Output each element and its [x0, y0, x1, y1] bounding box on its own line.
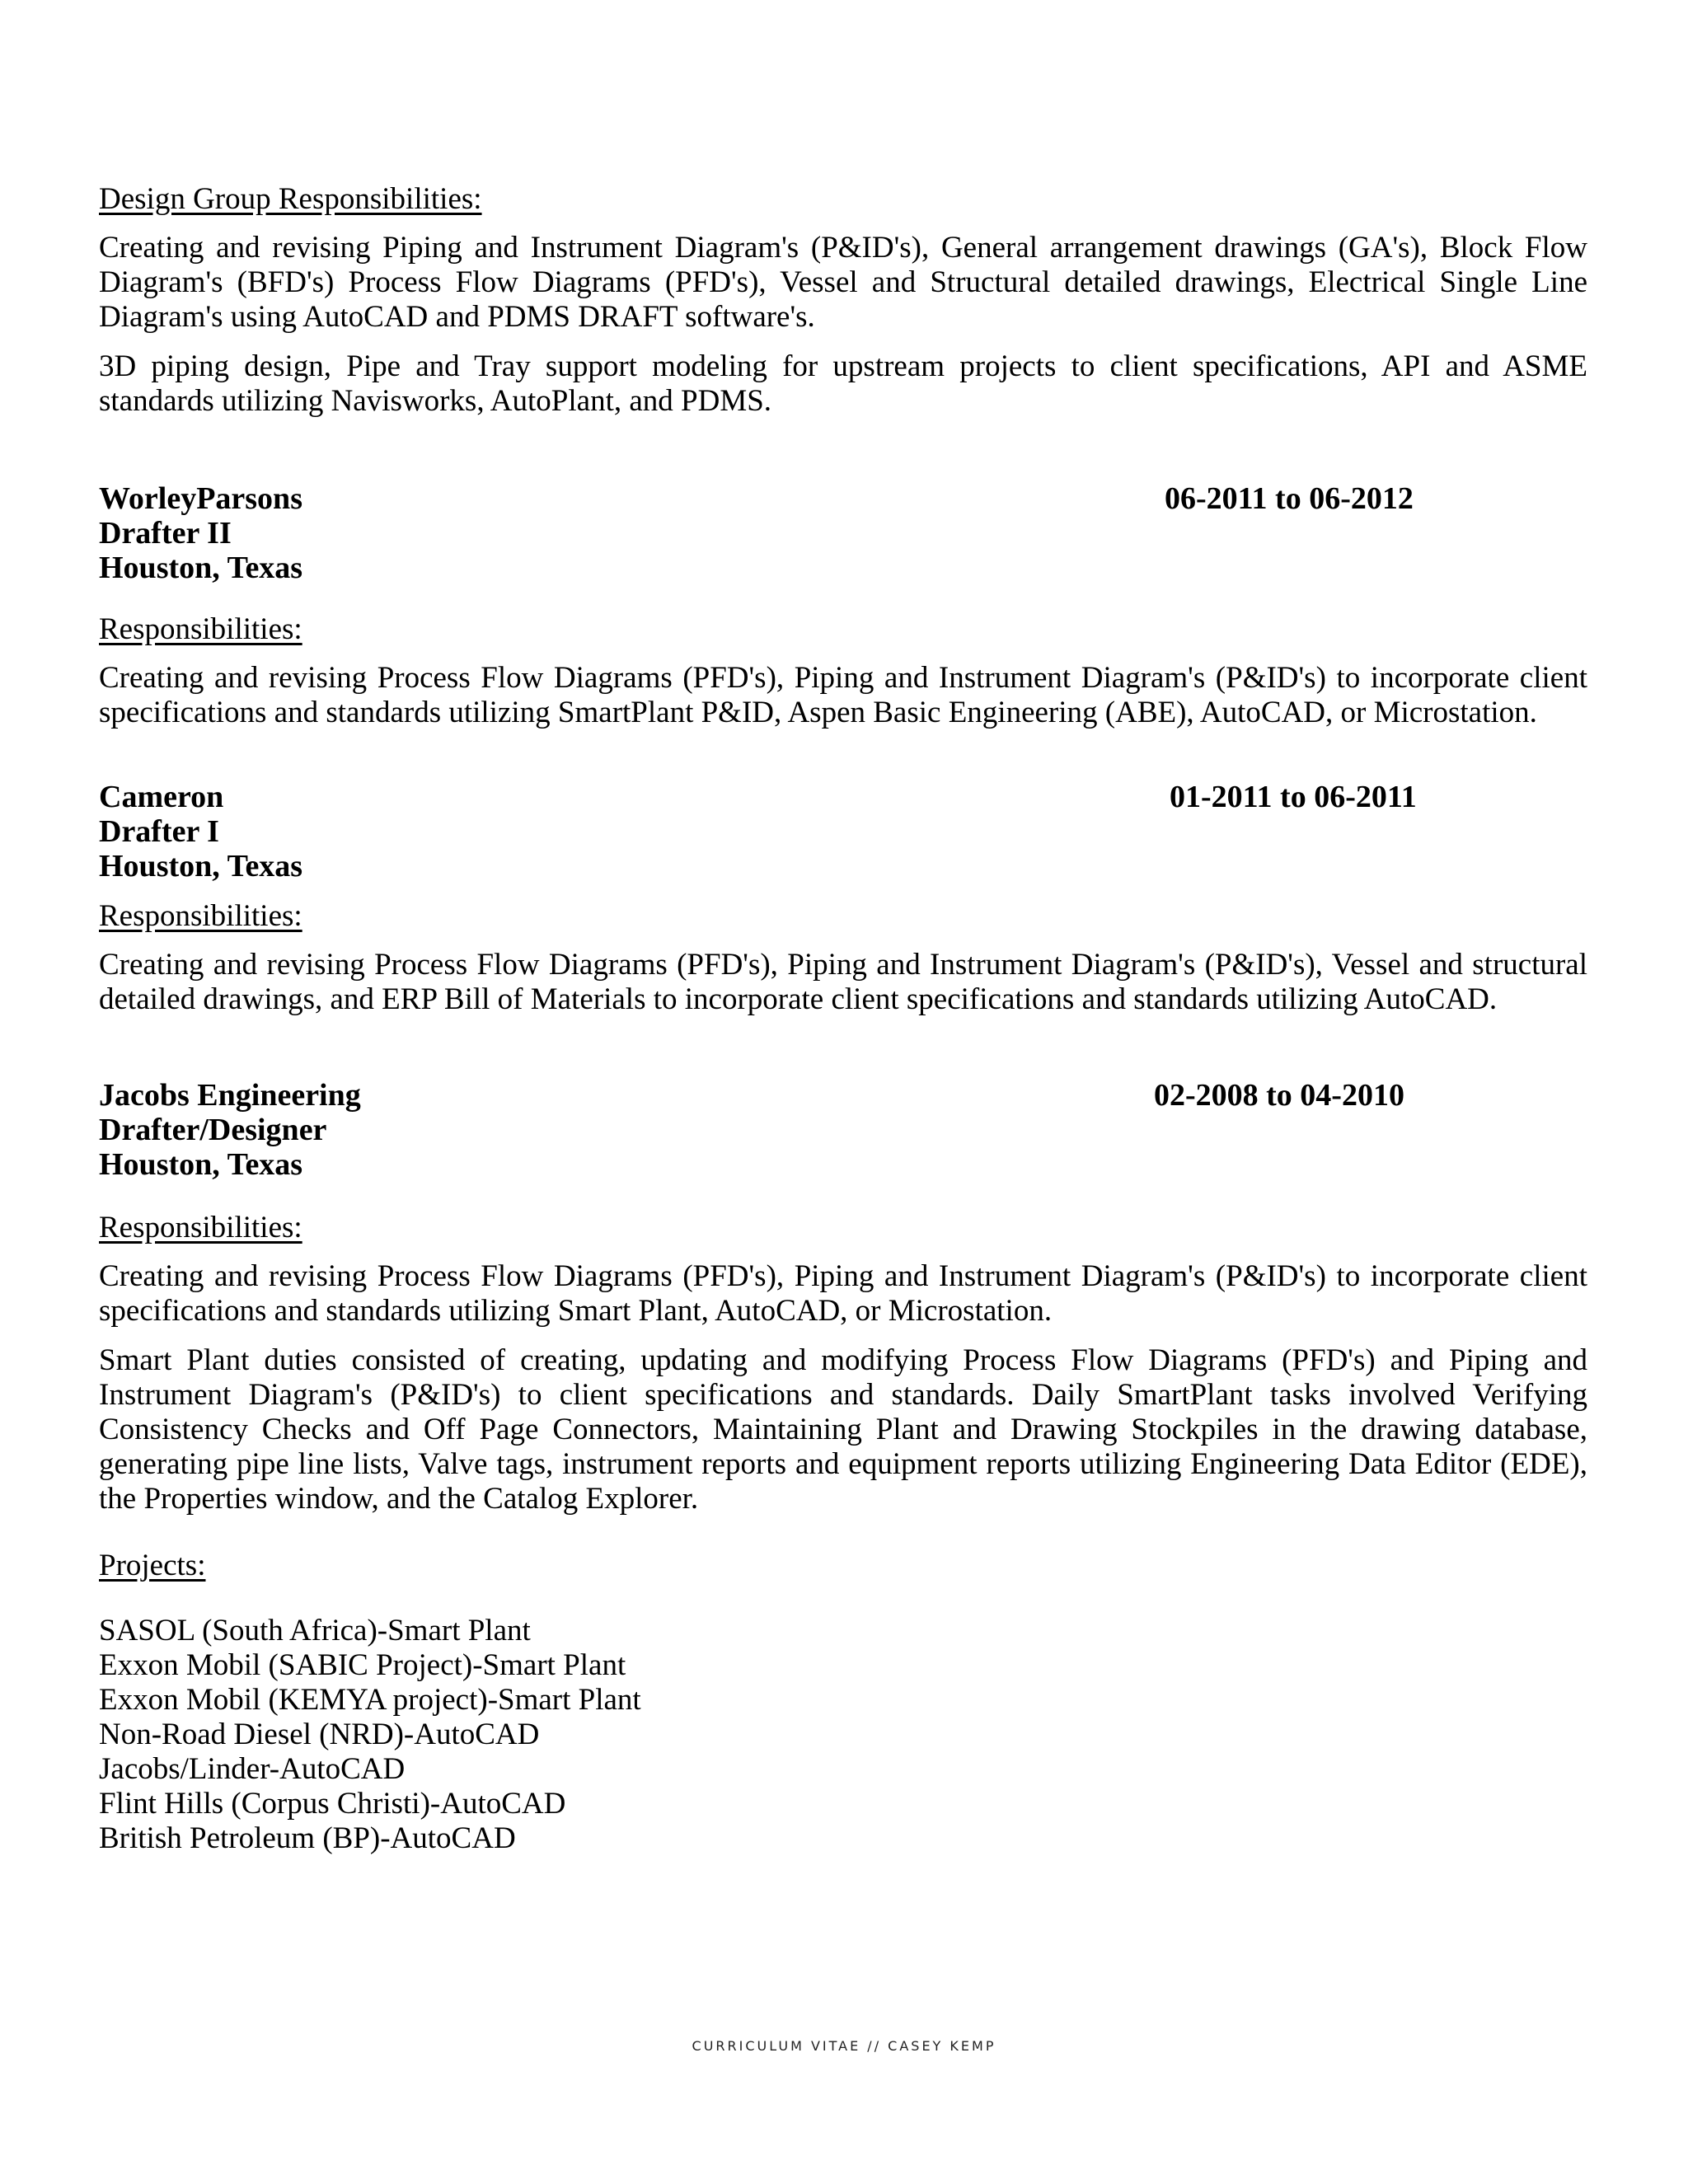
job-dates: 02-2008 to 04-2010: [1154, 1078, 1404, 1113]
job-description: Creating and revising Process Flow Diagrams (PFD's), Piping and Instrument Diagram's (P&ID's) to incorporate client specifications and standards utilizing SmartPlant P&ID, Aspen Basic Engineering (ABE), AutoCAD, or Microstation.: [99, 661, 1587, 729]
project-item: Flint Hills (Corpus Christi)-AutoCAD: [99, 1787, 566, 1821]
responsibilities-heading: Responsibilities:: [99, 612, 302, 646]
job-description: Creating and revising Process Flow Diagrams (PFD's), Piping and Instrument Diagram's (P&ID's), Vessel and structural detailed drawings, and ERP Bill of Materials to incorporate client specifications and standards utilizing AutoCAD.: [99, 948, 1587, 1016]
projects-section: [99, 1548, 1587, 1856]
job-location: Houston, Texas: [99, 1147, 303, 1182]
job-description: Smart Plant duties consisted of creating, updating and modifying Process Flow Diagrams (PFD's) and Piping and Instrument Diagram's (P&ID's) to client specifications and standards. Daily SmartPlant tasks involved Verifying Consistency Checks and Off Page Connectors, Maintaining Plant and Drawing Stockpiles in the drawing database, generating pipe line lists, Valve tags, instrument reports and equipment reports utilizing Engineering Data Editor (EDE), the Properties window, and the Catalog Explorer.: [99, 1343, 1587, 1516]
job-title: Drafter II: [99, 516, 232, 551]
job-company: Jacobs Engineering: [99, 1078, 361, 1113]
job-dates: 01-2011 to 06-2011: [1170, 780, 1417, 814]
responsibilities-heading: Responsibilities:: [99, 899, 302, 933]
page-footer: CURRICULUM VITAE // CASEY KEMP: [692, 2038, 996, 2054]
job-header: [99, 1078, 1587, 1182]
job-title: Drafter I: [99, 814, 219, 849]
job-entry: [99, 1078, 1587, 1516]
projects-list: [99, 1614, 1587, 1856]
responsibilities-heading: Responsibilities:: [99, 1211, 302, 1244]
design-group-heading: Design Group Responsibilities:: [99, 182, 482, 216]
project-item: Jacobs/Linder-AutoCAD: [99, 1752, 406, 1786]
design-group-section: [99, 181, 1587, 419]
job-company: Cameron: [99, 780, 224, 814]
job-header: [99, 780, 1587, 883]
job-location: Houston, Texas: [99, 849, 303, 883]
job-header: [99, 481, 1587, 585]
job-company: WorleyParsons: [99, 481, 302, 516]
project-item: British Petroleum (BP)-AutoCAD: [99, 1821, 516, 1855]
job-description: Creating and revising Process Flow Diagrams (PFD's), Piping and Instrument Diagram's (P&ID's) to incorporate client specifications and standards utilizing Smart Plant, AutoCAD, or Microstation.: [99, 1259, 1587, 1328]
projects-heading: Projects:: [99, 1549, 206, 1582]
project-item: SASOL (South Africa)-Smart Plant: [99, 1614, 531, 1647]
project-item: Non-Road Diesel (NRD)-AutoCAD: [99, 1718, 540, 1751]
project-item: Exxon Mobil (SABIC Project)-Smart Plant: [99, 1648, 626, 1682]
job-location: Houston, Texas: [99, 551, 303, 585]
job-dates: 06-2011 to 06-2012: [1165, 481, 1414, 516]
job-title: Drafter/Designer: [99, 1113, 327, 1147]
design-group-paragraph: 3D piping design, Pipe and Tray support modeling for upstream projects to client specifications, API and ASME standards utilizing Navisworks, AutoPlant, and PDMS.: [99, 349, 1587, 418]
project-item: Exxon Mobil (KEMYA project)-Smart Plant: [99, 1683, 641, 1717]
job-entry: [99, 481, 1587, 730]
job-entry: [99, 780, 1587, 1017]
design-group-paragraph: Creating and revising Piping and Instrument Diagram's (P&ID's), General arrangement drawings (GA's), Block Flow Diagram's (BFD's) Process Flow Diagrams (PFD's), Vessel and Structural detailed drawings, Electrical Single Line Diagram's using AutoCAD and PDMS DRAFT software's.: [99, 231, 1587, 334]
resume-content: [99, 181, 1587, 1856]
